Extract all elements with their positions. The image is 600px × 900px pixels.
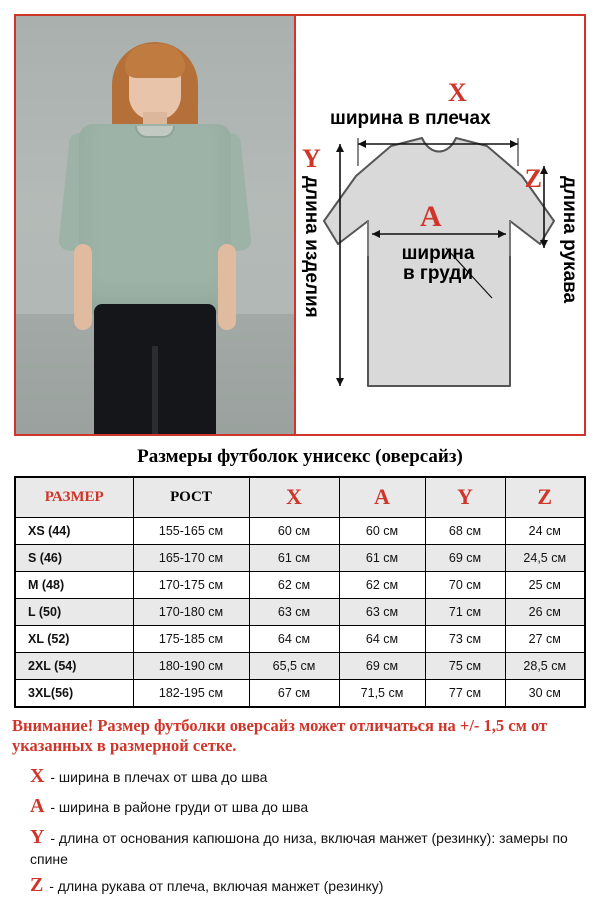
legend-key-x: X <box>30 764 45 787</box>
legend-item-x <box>30 764 588 790</box>
cell-y: 71 см <box>425 598 505 625</box>
cell-size: S (46) <box>15 544 133 571</box>
table-row <box>15 625 585 652</box>
table-row <box>15 679 585 707</box>
legend-item-z <box>30 873 588 899</box>
cell-height: 170-175 см <box>133 571 249 598</box>
model-figure <box>16 16 294 434</box>
diagram-caption-a-line1: ширина <box>401 243 475 264</box>
diagram-caption-y: длина изделия <box>301 176 322 318</box>
tshirt-collar <box>135 126 175 138</box>
cell-y: 68 см <box>425 517 505 544</box>
legend-text-a: - ширина в районе груди от шва до шва <box>46 799 309 816</box>
cell-x: 65,5 см <box>249 652 339 679</box>
cell-y: 73 см <box>425 625 505 652</box>
diagram-label-z: Z <box>524 164 542 193</box>
size-table-head <box>15 477 585 517</box>
cell-size: XS (44) <box>15 517 133 544</box>
cell-x: 60 см <box>249 517 339 544</box>
table-row <box>15 598 585 625</box>
legend-key-a: A <box>30 795 45 818</box>
size-table-body <box>15 517 585 707</box>
legend-text-y: - длина от основания капюшона до низа, включая манжет (резинку): замеры по спине <box>30 829 568 867</box>
cell-a: 71,5 см <box>339 679 425 707</box>
cell-z: 27 см <box>505 625 585 652</box>
legend-key-y: Y <box>30 825 45 848</box>
size-table <box>14 476 586 708</box>
cell-a: 60 см <box>339 517 425 544</box>
legend-item-y <box>30 825 588 869</box>
model-pants-seam <box>152 346 158 436</box>
cell-height: 170-180 см <box>133 598 249 625</box>
table-row <box>15 544 585 571</box>
cell-y: 70 см <box>425 571 505 598</box>
cell-x: 62 см <box>249 571 339 598</box>
th-size: РАЗМЕР <box>15 477 133 517</box>
cell-height: 175-185 см <box>133 625 249 652</box>
model-arm-right <box>218 244 236 330</box>
cell-height: 155-165 см <box>133 517 249 544</box>
diagram-label-y: Y <box>302 144 321 173</box>
table-row <box>15 571 585 598</box>
th-height: РОСТ <box>133 477 249 517</box>
cell-a: 64 см <box>339 625 425 652</box>
cell-x: 64 см <box>249 625 339 652</box>
model-hair-front <box>125 44 185 78</box>
diagram-caption-x: ширина в плечах <box>330 108 491 129</box>
cell-z: 26 см <box>505 598 585 625</box>
diagram-label-x: X <box>448 78 467 107</box>
cell-size: 3XL(56) <box>15 679 133 707</box>
cell-height: 182-195 см <box>133 679 249 707</box>
table-row <box>15 517 585 544</box>
table-row <box>15 652 585 679</box>
cell-size: M (48) <box>15 571 133 598</box>
legend-key-z: Z <box>30 874 44 897</box>
table-header-row <box>15 477 585 517</box>
warning-text: Внимание! Размер футболки оверсайз может отличаться на +/- 1,5 см от указанных в размерной сетке. <box>12 715 548 755</box>
cell-y: 75 см <box>425 652 505 679</box>
cell-y: 69 см <box>425 544 505 571</box>
th-y: Y <box>425 477 505 517</box>
cell-a: 63 см <box>339 598 425 625</box>
legend-text-z: - длина рукава от плеча, включая манжет (резинку) <box>45 878 384 895</box>
top-images-row <box>0 0 600 436</box>
th-x: X <box>249 477 339 517</box>
cell-x: 67 см <box>249 679 339 707</box>
th-z: Z <box>505 477 585 517</box>
cell-height: 165-170 см <box>133 544 249 571</box>
legend-item-a <box>30 794 588 820</box>
cell-z: 24,5 см <box>505 544 585 571</box>
legend-text-x: - ширина в плечах от шва до шва <box>46 768 268 785</box>
cell-x: 61 см <box>249 544 339 571</box>
cell-z: 24 см <box>505 517 585 544</box>
legend-list <box>0 756 600 899</box>
diagram-caption-a-line2: в груди <box>402 262 474 284</box>
cell-a: 61 см <box>339 544 425 571</box>
cell-y: 77 см <box>425 679 505 707</box>
cell-size: L (50) <box>15 598 133 625</box>
cell-size: XL (52) <box>15 625 133 652</box>
diagram-caption-a <box>368 244 508 284</box>
cell-a: 69 см <box>339 652 425 679</box>
diagram-caption-z: длина рукава <box>559 176 580 304</box>
size-table-wrapper <box>0 476 600 708</box>
cell-z: 25 см <box>505 571 585 598</box>
cell-x: 63 см <box>249 598 339 625</box>
cell-z: 28,5 см <box>505 652 585 679</box>
measurement-diagram <box>296 14 586 436</box>
cell-a: 62 см <box>339 571 425 598</box>
cell-height: 180-190 см <box>133 652 249 679</box>
cell-z: 30 см <box>505 679 585 707</box>
product-photo <box>14 14 296 436</box>
diagram-label-a: A <box>420 200 442 233</box>
tshirt-body <box>79 124 231 314</box>
th-a: A <box>339 477 425 517</box>
model-arm-left <box>74 244 92 330</box>
page-title: Размеры футболок унисекс (оверсайз) <box>137 446 463 467</box>
cell-size: 2XL (54) <box>15 652 133 679</box>
